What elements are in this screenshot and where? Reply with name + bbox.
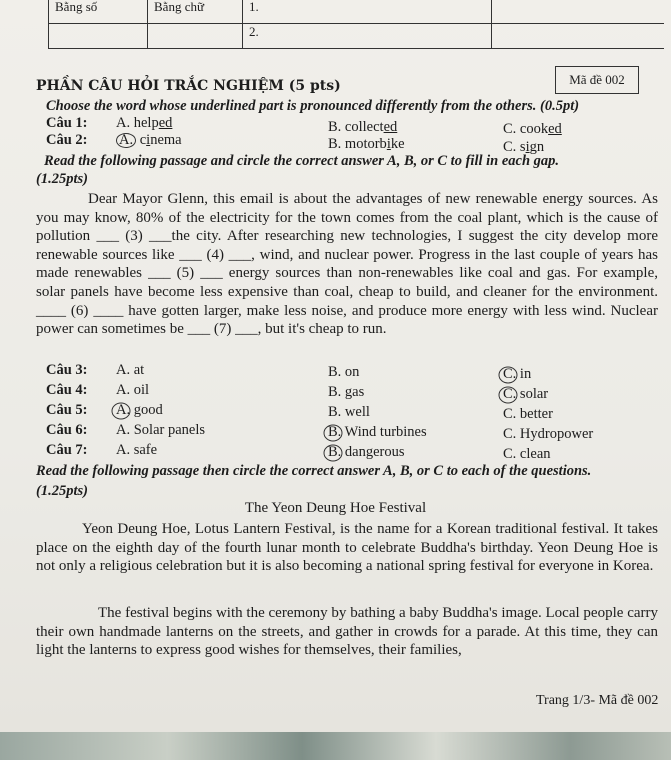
score-table — [48, 0, 664, 49]
q2-c-post: gn — [529, 139, 545, 155]
passage2-title: The Yeon Deung Hoe Festival — [244, 500, 427, 516]
q1-b-underlined: ed — [383, 119, 398, 135]
q7-option-c[interactable]: C. clean — [503, 446, 551, 462]
q1-a-letter: A. — [116, 115, 131, 131]
q2-option-b[interactable] — [328, 136, 405, 153]
q2-a-letter-circled: A. — [116, 133, 136, 148]
q1-a-underlined: ed — [158, 115, 173, 131]
score-extra-cell-2 — [492, 24, 665, 49]
q6-option-b[interactable]: B. Wind turbines — [328, 424, 427, 440]
reading1-points: (1.25pts) — [36, 171, 88, 187]
q2-a-post: nema — [150, 132, 182, 148]
q1-c-underlined: ed — [548, 121, 562, 137]
score-number-header: Bằng số — [49, 0, 148, 24]
q1-b-pre: collect — [344, 119, 384, 135]
q6-option-a[interactable]: A. Solar panels — [116, 422, 205, 438]
q6-option-c[interactable]: C. Hydropower — [503, 426, 594, 442]
score-extra-cell — [492, 0, 665, 24]
passage2-paragraph-2: The festival begins with the ceremony by bathing a baby Buddha's image. Local people carry their own handmade lanterns on the streets, and gather in crowds for a parade. At this time, they can light the lanterns to express good wishes for themselves, their families, — [36, 605, 658, 659]
q3-option-c[interactable]: C. in — [503, 366, 532, 382]
q1-label: Câu 1: — [46, 115, 88, 131]
q4-label: Câu 4: — [46, 382, 88, 398]
q2-c-underlined: i — [525, 139, 530, 155]
q2-label: Câu 2: — [46, 132, 88, 148]
q2-option-a[interactable] — [116, 132, 182, 149]
passage2-paragraph-1: Yeon Deung Hoe, Lotus Lantern Festival, is the name for a Korean traditional festival. It takes place on the eighth day of the fourth lunar month to celebrate Buddha's birthday. Yeon Deung Hoe is not only a religious celebration but it is also becoming a national spring festival for everyone in Korea. — [36, 521, 658, 575]
q7-option-a[interactable]: A. safe — [116, 442, 158, 458]
q1-option-b[interactable] — [328, 119, 397, 136]
examiner-line-1: 1. — [243, 0, 492, 24]
background-strip — [0, 732, 671, 760]
exam-code-box: Mã đề 002 — [555, 66, 639, 94]
q2-c-pre: s — [519, 139, 526, 155]
score-words-header: Bằng chữ — [148, 0, 243, 24]
q2-b-underlined: i — [386, 136, 391, 152]
q3-option-b[interactable]: B. on — [328, 364, 360, 380]
q2-a-pre: c — [139, 132, 147, 148]
q4-option-b[interactable]: B. gas — [328, 384, 365, 400]
page-footer: Trang 1/3- Mã đề 002 — [536, 693, 659, 708]
reading2-points: (1.25pts) — [36, 483, 88, 499]
score-number-cell — [49, 24, 148, 49]
q1-a-pre: help — [133, 115, 159, 131]
q5-option-a[interactable]: A. good — [116, 402, 163, 418]
q5-label: Câu 5: — [46, 402, 88, 418]
q1-b-letter: B. — [328, 119, 342, 135]
q2-b-post: ke — [390, 136, 405, 152]
pronunciation-instruction: Choose the word whose underlined part is pronounced differently from the others. (0.5pt) — [46, 98, 580, 114]
q3-label: Câu 3: — [46, 362, 88, 378]
q7-label: Câu 7: — [46, 442, 88, 458]
q4-option-c[interactable]: C. solar — [503, 386, 549, 402]
score-words-cell — [148, 24, 243, 49]
q2-b-letter: B. — [328, 136, 342, 152]
q2-a-underlined: i — [146, 132, 151, 148]
q2-c-letter: C. — [503, 139, 517, 155]
q5-option-c[interactable]: C. better — [503, 406, 553, 422]
section-title: PHẦN CÂU HỎI TRẮC NGHIỆM (5 pts) — [36, 78, 341, 94]
q3-option-a[interactable]: A. at — [116, 362, 145, 378]
examiner-line-2: 2. — [243, 24, 492, 49]
q4-option-a[interactable]: A. oil — [116, 382, 150, 398]
q1-c-letter: C. — [503, 121, 517, 137]
q1-option-a[interactable] — [116, 115, 172, 132]
q2-b-pre: motorb — [344, 136, 387, 152]
q1-c-pre: cook — [519, 121, 549, 137]
reading2-instruction: Read the following passage then circle the correct answer A, B, or C to each of the questions. — [36, 463, 592, 479]
q7-option-b[interactable]: B. dangerous — [328, 444, 405, 460]
q6-label: Câu 6: — [46, 422, 88, 438]
passage1: Dear Mayor Glenn, this email is about the advantages of new renewable energy sources. As you may know, 80% of the electricity for the town comes from the coal plant, which is the cause of pollution ___ (3) ___the city. After researching new technologies, I suggest the city develop more renewable sources like ___ (4) ___, wind, and nuclear power. Progress in the last couple of years has made renewables ___ (5) ___ energy sources than non-renewables like coal and gas. For example, solar panels have become less expensive than coal, cheap to build, and cleaner for the environment. ____ (6) ____ have gotten larger, make less noise, and produce more energy with less wind. Nuclear power can sometimes be ___ (7) ___, but it's cheap to run. — [36, 191, 658, 338]
q5-option-b[interactable]: B. well — [328, 404, 370, 420]
reading1-instruction: Read the following passage and circle the correct answer A, B, or C to fill in each gap. — [44, 153, 560, 169]
q1-option-c[interactable] — [503, 121, 562, 138]
